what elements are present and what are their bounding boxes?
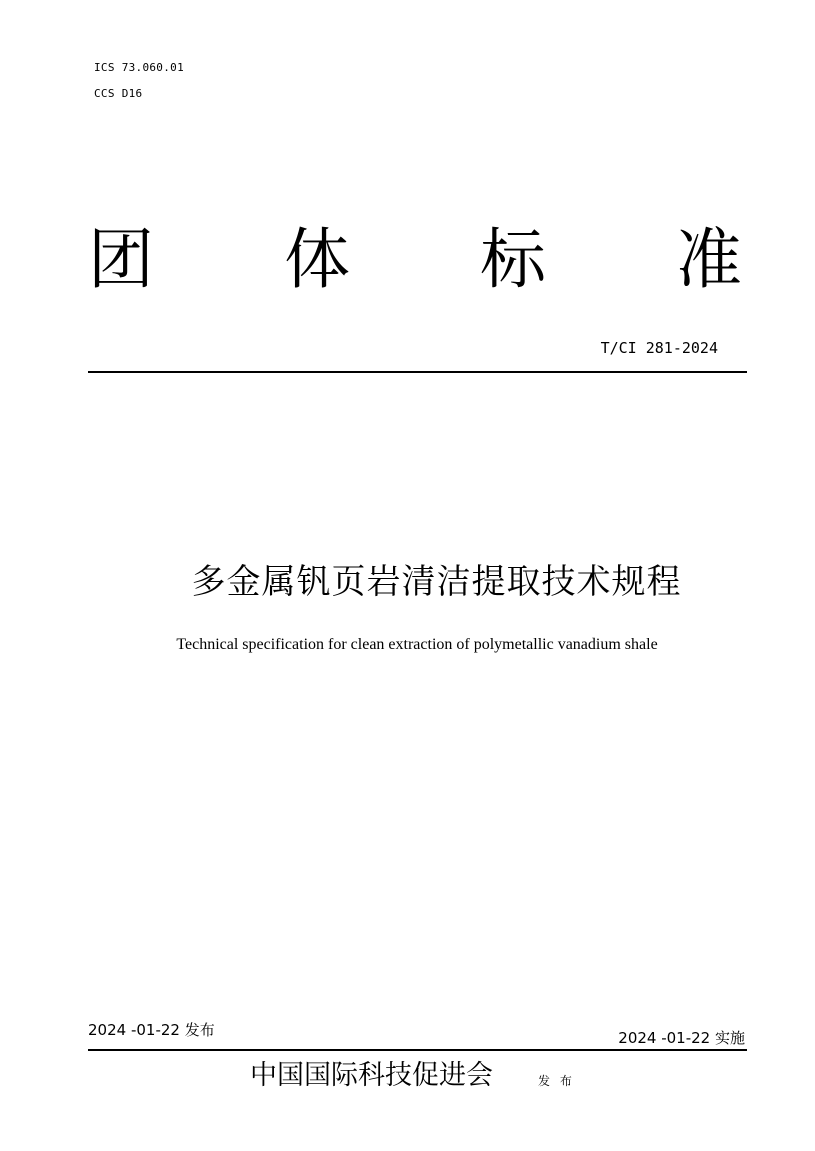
footer-divider	[88, 1049, 747, 1051]
ccs-code: CCS D16	[94, 87, 143, 100]
english-title: Technical specification for clean extraction of polymetallic vanadium shale	[176, 636, 658, 653]
standard-number: T/CI 281-2024	[600, 339, 718, 357]
ics-code: ICS 73.060.01	[94, 61, 184, 74]
publish-date: 2024 -01-22 发布	[88, 1021, 215, 1039]
standard-type-char-3: 标	[480, 221, 546, 298]
publisher-name: 中国国际科技促进会	[250, 1060, 493, 1091]
standard-type-char-2: 体	[284, 221, 350, 298]
implement-date: 2024 -01-22 实施	[618, 1029, 745, 1047]
standard-type-char-4: 准	[676, 221, 742, 298]
header-divider	[88, 371, 747, 373]
publisher-suffix: 发 布	[538, 1074, 572, 1088]
chinese-title: 多金属钒页岩清洁提取技术规程	[191, 562, 682, 602]
standard-type-char-1: 团	[88, 221, 154, 298]
